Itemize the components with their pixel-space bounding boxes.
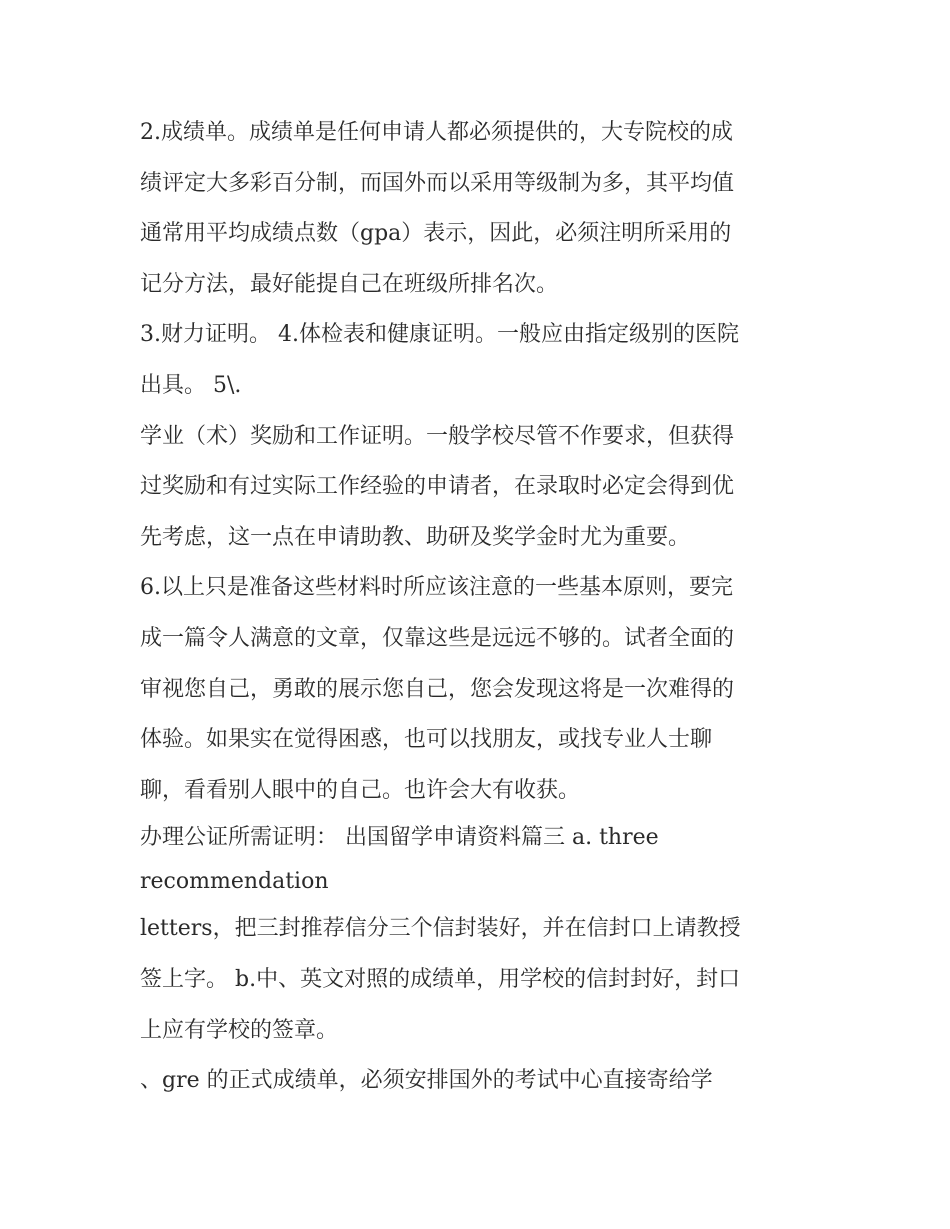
text-line: 先考虑，这一点在申请助教、助研及奖学金时尤为重要。 [140,524,691,550]
text-line: 成一篇令人满意的文章，仅靠这些是远远不够的。试者全面的 [140,625,735,651]
text-line: 过奖励和有过实际工作经验的申请者，在录取时必定会得到优 [140,474,735,500]
text-line: 学业（术）奖励和工作证明。一般学校尽管不作要求，但获得 [140,423,735,449]
text-line: 体验。如果实在觉得困惑，也可以找朋友，或找专业人士聊 [140,727,713,753]
text-line: 2.成绩单。成绩单是任何申请人都必须提供的，大专院校的成 [140,120,733,145]
text-line: 办理公证所需证明： 出国留学申请资料篇三 a. three [140,825,659,851]
document-body [140,108,820,1107]
text-line: 聊，看看别人眼中的自己。也许会大有收获。 [140,777,581,803]
text-line: 通常用平均成绩点数（gpa）表示，因此，必须注明所采用的 [140,221,732,247]
text-line: 记分方法，最好能提自己在班级所排名次。 [140,271,559,297]
text-line: 签上字。 b.中、英文对照的成绩单，用学校的信封封好，封口 [140,966,741,992]
text-line: recommendation [140,869,329,895]
text-line: 上应有学校的签章。 [140,1017,339,1043]
text-line: 6.以上只是准备这些材料时所应该注意的一些基本原则，要完 [140,575,733,601]
text-line: 3.财力证明。 4.体检表和健康证明。一般应由指定级别的医院 [140,322,739,348]
text-line: 审视您自己，勇敢的展示您自己，您会发现这将是一次难得的 [140,676,735,702]
text-line: 出具。 5\. [140,372,242,398]
text-line: 绩评定大多彩百分制，而国外而以采用等级制为多，其平均值 [140,170,735,196]
text-line: letters，把三封推荐信分三个信封装好，并在信封口上请教授 [140,916,741,942]
text-line: 、gre 的正式成绩单，必须安排国外的考试中心直接寄给学 [140,1068,713,1094]
